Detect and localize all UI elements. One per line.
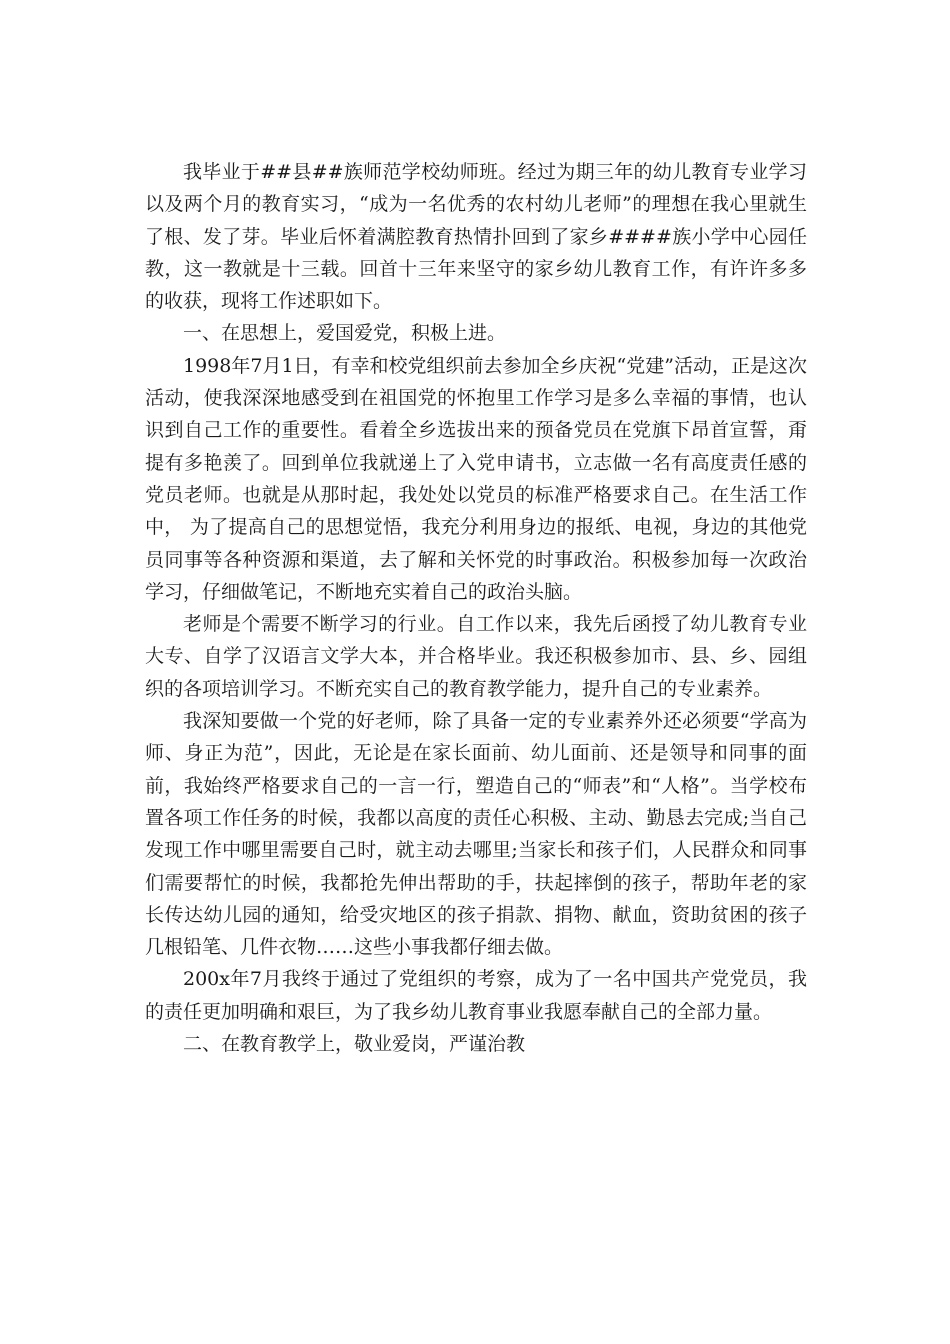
paragraph-party-member: 200x年7月我终于通过了党组织的考察，成为了一名中国共产党党员，我的责任更加明确和艰巨，为了我乡幼儿教育事业我愿奉献自己的全部力量。: [145, 968, 807, 1023]
paragraph-intro: 我毕业于##县##族师范学校幼师班。经过为期三年的幼儿教育专业学习以及两个月的教育实习，“成为一名优秀的农村幼儿老师”的理想在我心里就生了根、发了芽。毕业后怀着满腔教育热情扑回到了家乡####族小学中心园任教，这一教就是十三载。回首十三年来坚守的家乡幼儿教育工作，有许许多多的收获，现将工作述职如下。: [145, 161, 807, 313]
paragraph-role-model: 我深知要做一个党的好老师，除了具备一定的专业素养外还必须要“学高为师、身正为范”，因此，无论是在家长面前、幼儿面前、还是领导和同事的面前，我始终严格要求自己的一言一行，塑造自己的“师表”和“人格”。当学校布置各项工作任务的时候，我都以高度的责任心积极、主动、勤恳去完成;当自己发现工作中哪里需要自己时，就主动去哪里;当家长和孩子们，人民群众和同事们需要帮忙的时候，我都抢先伸出帮助的手，扶起摔倒的孩子，帮助年老的家长传达幼儿园的通知，给受灾地区的孩子捐款、捐物、献血，资助贫困的孩子几根铅笔、几件衣物……这些小事我都仔细去做。: [145, 710, 807, 959]
section-heading-1: 一、在思想上，爱国爱党，积极上进。: [183, 322, 507, 345]
paragraph-learning: 老师是个需要不断学习的行业。自工作以来，我先后函授了幼儿教育专业大专、自学了汉语言文学大本，并合格毕业。我还积极参加市、县、乡、园组织的各项培训学习。不断充实自己的教育教学能力，提升自己的专业素养。: [145, 613, 807, 700]
paragraph-party-activity: 1998年7月1日，有幸和校党组织前去参加全乡庆祝“党建”活动，正是这次活动，使我深深地感受到在祖国党的怀抱里工作学习是多么幸福的事情，也认识到自己工作的重要性。看着全乡选拔出来的预备党员在党旗下昂首宣誓，甭提有多艳羡了。回到单位我就递上了入党申请书，立志做一名有高度责任感的党员老师。也就是从那时起，我处处以党员的标准严格要求自己。在生活工作中， 为了提高自己的思想觉悟，我充分利用身边的报纸、电视，身边的其他党员同事等各种资源和渠道，去了解和关怀党的时事政治。积极参加每一次政治学习，仔细做笔记，不断地充实着自己的政治头脑。: [145, 354, 807, 603]
section-heading-2: 二、在教育教学上，敬业爱岗，严谨治教: [183, 1033, 526, 1056]
document-body: [145, 156, 807, 1060]
